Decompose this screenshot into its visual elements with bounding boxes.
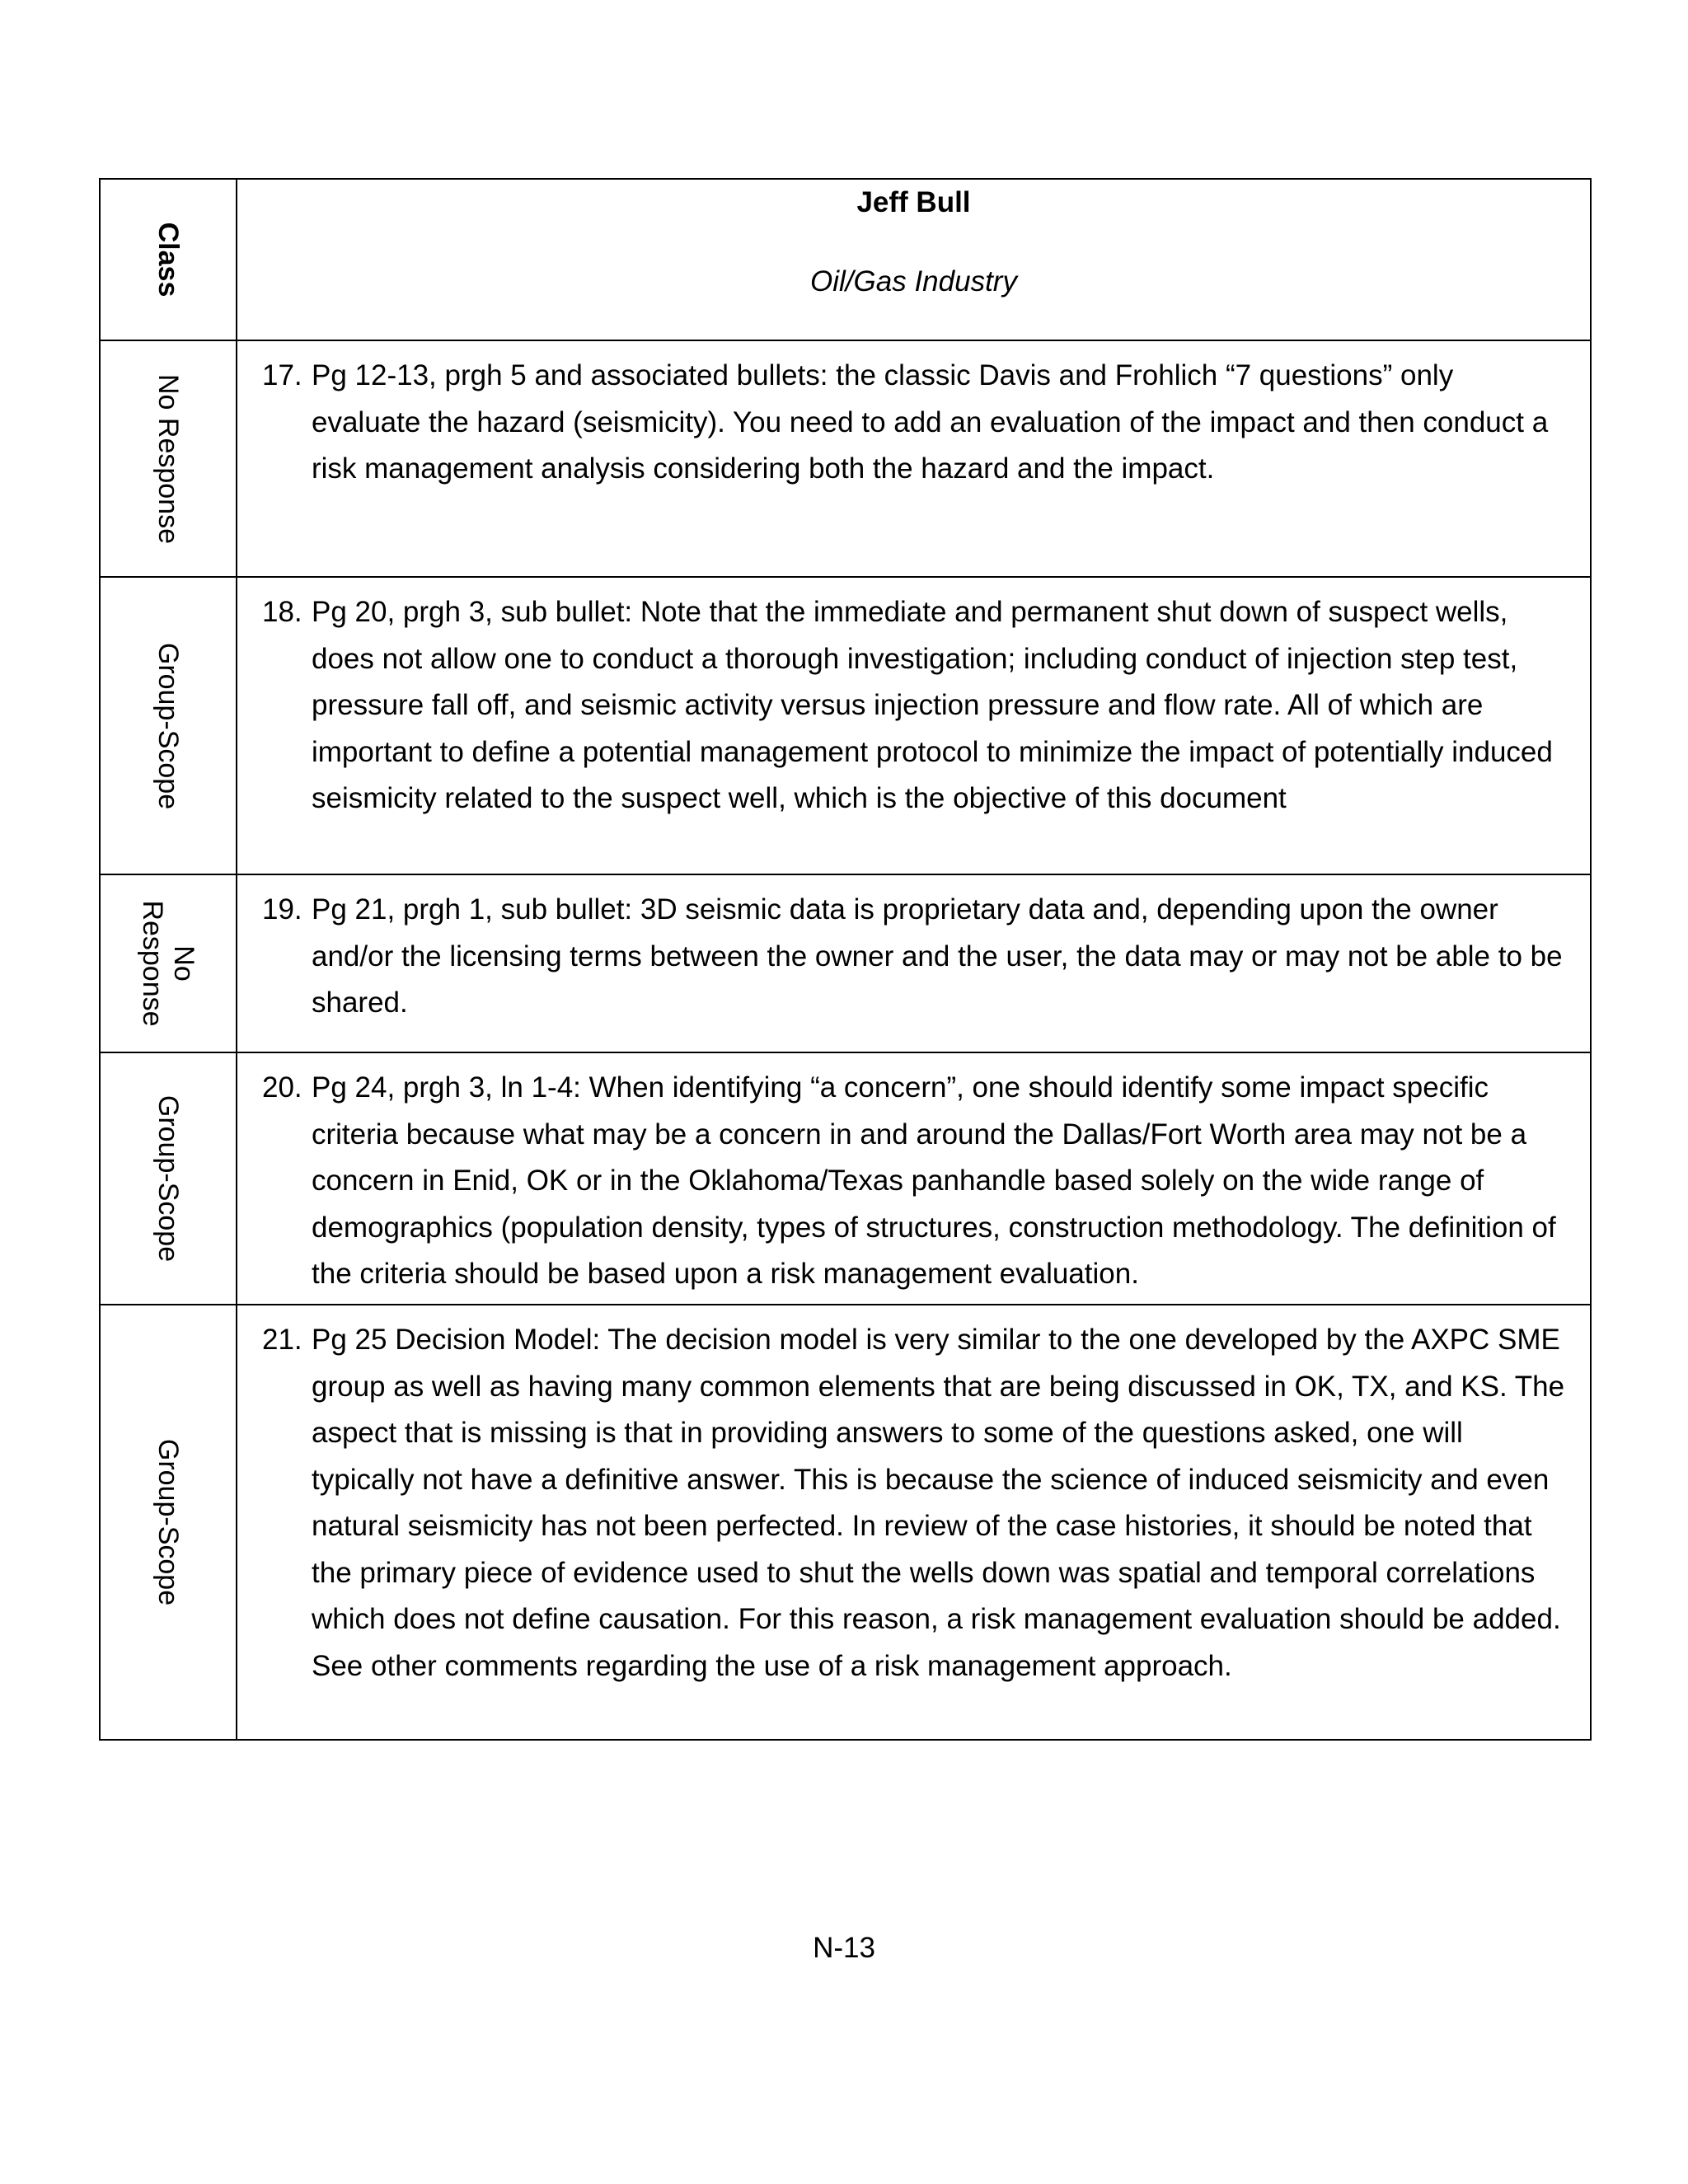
comment-number: 21. [262, 1324, 302, 1356]
class-header-cell [101, 180, 237, 340]
comment-row-20 [101, 1053, 1590, 1305]
comment-text: Pg 24, prgh 3, ln 1-4: When identifying “a concern”, one should identify some impact specific criteria because what may be a concern in and around the Dallas/Fort Worth area may not be a concern in Enid, OK or in the Oklahoma/Texas panhandle based solely on the wide range of demographics (population density, types of structures, construction methodology. The definition of the criteria should be based upon a risk management evaluation. [312, 1071, 1556, 1290]
comment-cell [237, 1305, 1590, 1739]
comment-number: 17. [262, 359, 302, 391]
class-cell [101, 875, 237, 1052]
comment-row-19 [101, 875, 1590, 1053]
comment-item [262, 887, 1570, 1027]
comment-row-21 [101, 1305, 1590, 1739]
reviewer-name: Jeff Bull [856, 186, 971, 218]
class-label: No Response [137, 900, 199, 1027]
comment-cell [237, 1053, 1590, 1304]
comment-text: Pg 25 Decision Model: The decision model is very similar to the one developed by the AXPC SME group as well as having many common elements that are being discussed in OK, TX, and KS. The aspect that is missing is that in providing answers to some of the questions asked, one will typically not have a definitive answer. This is because the science of induced seismicity and even natural seismicity has not been perfected. In review of the case histories, it should be noted that the primary piece of evidence used to shut the wells down was spatial and temporal correlations which does not define causation. For this reason, a risk management evaluation should be added. See other comments regarding the use of a risk management approach. [312, 1324, 1565, 1682]
class-label: Group-Scope [152, 642, 184, 809]
class-cell [101, 341, 237, 576]
class-cell [101, 578, 237, 874]
header-row [101, 180, 1590, 341]
comment-item [262, 1317, 1570, 1690]
comment-number: 18. [262, 596, 302, 628]
class-header-label: Class [152, 222, 184, 298]
class-label: No Response [152, 373, 184, 544]
comment-number: 20. [262, 1071, 302, 1104]
comment-number: 19. [262, 893, 302, 926]
comment-table [99, 178, 1592, 1741]
comment-cell [237, 875, 1590, 1052]
comment-text: Pg 21, prgh 1, sub bullet: 3D seismic data is proprietary data and, depending upon the owner and/or the licensing terms between the owner and the user, the data may or may not be able to be shared. [312, 893, 1563, 1019]
comment-text: Pg 20, prgh 3, sub bullet: Note that the immediate and permanent shut down of suspect wells, does not allow one to conduct a thorough investigation; including conduct of injection step test, pressure fall off, and seismic activity versus injection pressure and flow rate. All of which are important to define a potential management protocol to minimize the impact of potentially induced seismicity related to the suspect well, which is the objective of this document [312, 596, 1553, 814]
class-cell [101, 1305, 237, 1739]
comment-item [262, 353, 1570, 493]
comment-row-18 [101, 578, 1590, 875]
class-cell [101, 1053, 237, 1304]
reviewer-header-cell [237, 180, 1590, 340]
comment-row-17 [101, 341, 1590, 578]
class-label: Group-Scope [152, 1094, 184, 1263]
reviewer-affiliation: Oil/Gas Industry [810, 265, 1017, 298]
comment-cell [237, 341, 1590, 576]
page-number: N-13 [813, 1932, 875, 1964]
class-label: Group-Scope [152, 1438, 184, 1606]
comment-cell [237, 578, 1590, 874]
comment-item [262, 589, 1570, 823]
comment-item [262, 1065, 1570, 1298]
comment-text: Pg 12-13, prgh 5 and associated bullets: the classic Davis and Frohlich “7 questions” only evaluate the hazard (seismicity). You need to add an evaluation of the impact and then conduct a risk management analysis considering both the hazard and the impact. [312, 359, 1549, 485]
